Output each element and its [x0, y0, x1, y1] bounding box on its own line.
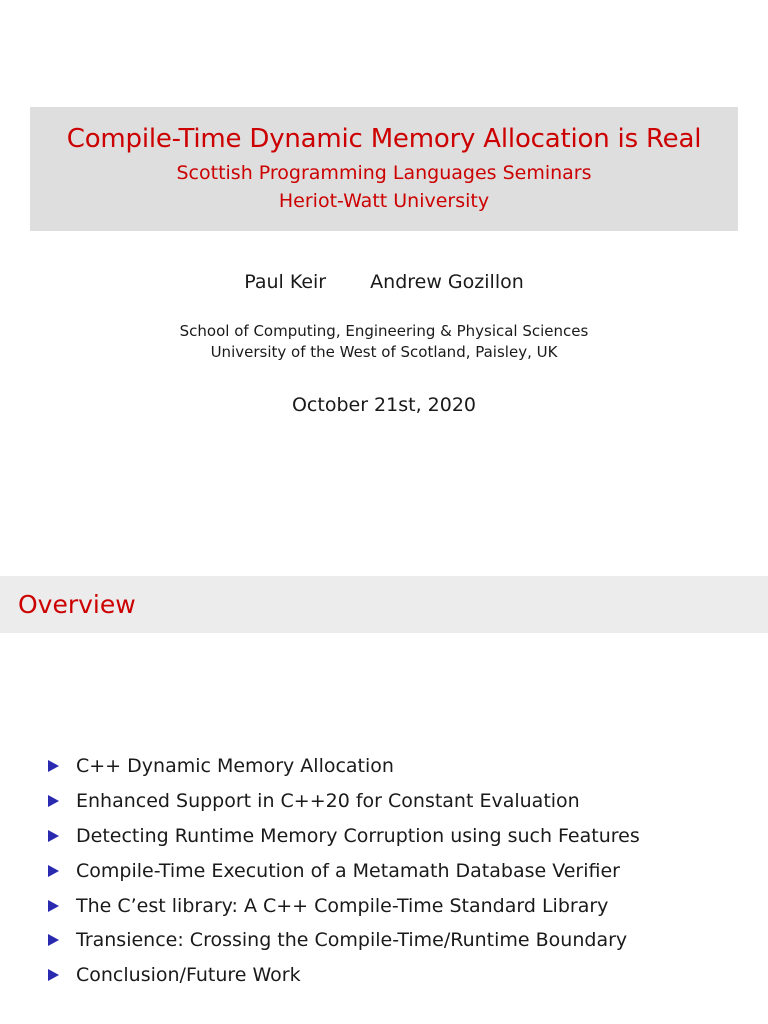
overview-list: [48, 749, 640, 993]
triangle-bullet-icon: [48, 865, 59, 877]
title-box: [30, 107, 738, 231]
presentation-title: Compile-Time Dynamic Memory Allocation is Real: [66, 124, 702, 154]
list-item-text: Compile-Time Execution of a Metamath Database Verifier: [76, 859, 620, 882]
authors: [0, 269, 768, 295]
list-item: [48, 888, 640, 923]
overview-title: Overview: [18, 590, 136, 619]
institution-school: School of Computing, Engineering & Physical Sciences: [179, 322, 589, 340]
list-item-text: C++ Dynamic Memory Allocation: [76, 755, 394, 778]
triangle-bullet-icon: [48, 934, 59, 946]
list-item: [48, 958, 640, 993]
triangle-bullet-icon: [48, 969, 59, 981]
list-item-text: Enhanced Support in C++20 for Constant Evaluation: [76, 790, 580, 813]
list-item-text: Conclusion/Future Work: [76, 964, 301, 987]
list-item-text: The C’est library: A C++ Compile-Time Standard Library: [76, 894, 609, 917]
list-item: [48, 819, 640, 854]
triangle-bullet-icon: [48, 760, 59, 772]
list-item-text: Transience: Crossing the Compile-Time/Runtime Boundary: [76, 929, 628, 952]
author-name: Paul Keir: [244, 271, 327, 293]
author-name: Andrew Gozillon: [370, 271, 524, 293]
list-item: [48, 853, 640, 888]
list-item-text: Detecting Runtime Memory Corruption using such Features: [76, 824, 640, 847]
triangle-bullet-icon: [48, 900, 59, 912]
list-item: [48, 784, 640, 819]
subtitle-location: Heriot-Watt University: [278, 190, 490, 212]
list-item: [48, 749, 640, 784]
subtitle-venue: Scottish Programming Languages Seminars: [176, 162, 592, 184]
institution-university: University of the West of Scotland, Paisley, UK: [210, 343, 558, 361]
triangle-bullet-icon: [48, 795, 59, 807]
overview-header: [0, 576, 768, 633]
presentation-date: October 21st, 2020: [291, 394, 477, 416]
triangle-bullet-icon: [48, 830, 59, 842]
list-item: [48, 923, 640, 958]
